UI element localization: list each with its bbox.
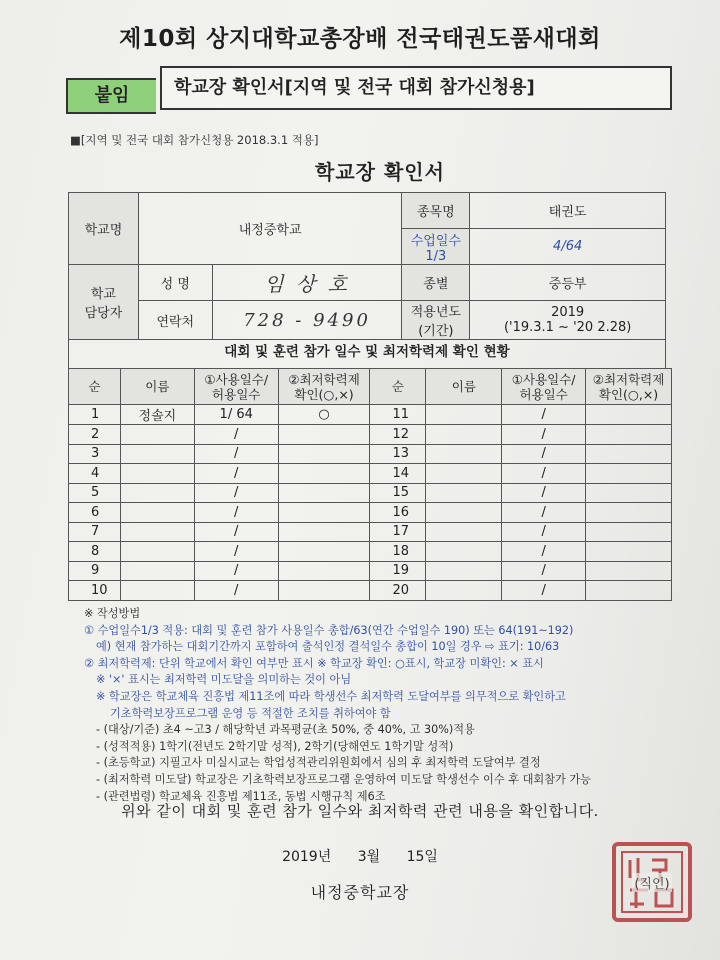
school-name-label: 학교명: [69, 193, 139, 265]
table-row: [69, 483, 672, 503]
row-days: /: [194, 425, 278, 445]
row-days: /: [194, 444, 278, 464]
event-value: 태권도: [470, 193, 666, 229]
note-6: - (성적적용) 1학기(전년도 2학기말 성적), 2학기(당해연도 1학기말 성적): [96, 739, 454, 753]
notes-heading: ※ 작성방법: [84, 607, 141, 620]
row-days: /: [502, 581, 586, 601]
row-check: [278, 581, 370, 601]
row-days: /: [194, 464, 278, 484]
row-no: 14: [370, 464, 426, 484]
writing-instructions: [84, 606, 684, 805]
row-check: [278, 464, 370, 484]
row-no: 4: [69, 464, 121, 484]
col-min-2-line2: 확인(○,×): [598, 386, 659, 402]
note-1: ① 수업일수1/3 적용: 대회 및 훈련 참가 사용일수 총합/63(연간 수업일수 190) 또는 64(191~192): [84, 623, 574, 637]
row-no: 9: [69, 561, 121, 581]
row-check: [278, 561, 370, 581]
row-days: /: [502, 483, 586, 503]
row-name: [120, 425, 194, 445]
row-no: 5: [69, 483, 121, 503]
note-8: - (최저학력 미도달) 학교장은 기초학력보장프로그램 운영하여 미도달 학생선수 이수 후 대회참가 가능: [96, 772, 591, 786]
col-days: [194, 369, 278, 405]
row-name: [120, 444, 194, 464]
row-no: 8: [69, 542, 121, 562]
row-days: /: [194, 503, 278, 523]
row-no: 11: [370, 405, 426, 425]
col-no-2: 순: [370, 369, 426, 405]
col-min-line1: ②최저학력제: [288, 371, 360, 387]
col-min-2-line1: ②최저학력제: [592, 371, 665, 387]
document-title: 학교장 확인서: [315, 160, 445, 184]
contact-person-label: [69, 265, 139, 340]
table-row: [69, 522, 672, 542]
date-day: 15일: [406, 849, 438, 865]
row-name: [426, 503, 502, 523]
event-label: 종목명: [402, 193, 470, 229]
status-heading: 대회 및 훈련 참가 일수 및 최저학력제 확인 현황: [68, 338, 666, 368]
row-days: /: [502, 425, 586, 445]
year-value-line2: ('19.3.1 ~ '20 2.28): [503, 320, 632, 335]
row-no: 19: [370, 561, 426, 581]
class-days-value: 4/64: [470, 229, 666, 265]
contact-label-line1: 학교: [90, 287, 116, 302]
col-days-line2: 허용일수: [212, 386, 261, 402]
row-check: [586, 581, 672, 601]
row-no: 6: [69, 503, 121, 523]
row-check: [586, 425, 672, 445]
row-check: [278, 444, 370, 464]
row-check: [586, 561, 672, 581]
row-no: 20: [370, 581, 426, 601]
row-name: [120, 561, 194, 581]
row-days: /: [502, 444, 586, 464]
row-no: 10: [69, 581, 121, 601]
row-days: /: [502, 405, 586, 425]
row-no: 18: [370, 542, 426, 562]
row-days: /: [194, 483, 278, 503]
row-check: [586, 464, 672, 484]
note-2: ② 최저학력제: 단위 학교에서 확인 여부만 표시 ※ 학교장 확인: ○표시, 학교장 미확인: × 표시: [84, 656, 544, 670]
note-3: ※ '×' 표시는 최저학력 미도달을 의미하는 것이 아님: [96, 673, 352, 687]
row-days: /: [502, 503, 586, 523]
row-days: /: [502, 542, 586, 562]
row-name: [120, 503, 194, 523]
col-name-2: 이름: [426, 369, 502, 405]
row-name: [120, 542, 194, 562]
row-days: /: [194, 561, 278, 581]
row-check: [586, 483, 672, 503]
row-check: [278, 425, 370, 445]
year-label-line1: 적용년도: [410, 305, 461, 320]
row-check: [278, 503, 370, 523]
col-days-line1: ①사용일수/: [204, 371, 269, 387]
col-min-academic: [278, 369, 370, 405]
official-seal-stamp: [612, 842, 692, 922]
class-days-label: [402, 229, 470, 265]
row-no: 12: [370, 425, 426, 445]
school-info-table: [68, 192, 666, 340]
row-check: [586, 542, 672, 562]
applicability-note: ■[지역 및 전국 대회 참가신청용 2018.3.1 적용]: [70, 133, 319, 147]
class-days-label-line2: 1/3: [425, 248, 447, 264]
row-name: [426, 425, 502, 445]
year-value-line1: 2019: [551, 305, 585, 320]
row-no: 2: [69, 425, 121, 445]
note-1b: 예) 현재 참가하는 대회기간까지 포함하여 출석인정 결석일수 총합이 10일 경우 ⇨ 표기: 10/63: [96, 640, 560, 654]
col-name: 이름: [120, 369, 194, 405]
date-year: 2019년: [282, 849, 332, 865]
row-name: 정솔지: [120, 405, 194, 425]
contact-label-line2: 담당자: [84, 306, 123, 321]
row-days: /: [502, 561, 586, 581]
row-name: [426, 483, 502, 503]
row-days: /: [194, 522, 278, 542]
row-name: [426, 522, 502, 542]
year-label: [402, 301, 470, 340]
row-days: 1/ 64: [194, 405, 278, 425]
division-value: 중등부: [470, 265, 666, 301]
table-row: [69, 444, 672, 464]
row-no: 3: [69, 444, 121, 464]
confirmation-statement: 위와 같이 대회 및 훈련 참가 일수와 최저학력 관련 내용을 확인합니다.: [121, 802, 599, 820]
note-7: - (초등학교) 지필고사 미실시교는 학업성적관리위원회에서 심의 후 최저학력 도달여부 결정: [96, 756, 541, 770]
row-name: [120, 581, 194, 601]
col-days-2-line2: 허용일수: [519, 386, 568, 402]
row-name: [426, 464, 502, 484]
col-days-2: [502, 369, 586, 405]
table-row: [69, 503, 672, 523]
row-days: /: [502, 464, 586, 484]
date-month: 3월: [357, 849, 381, 865]
attachment-title: 학교장 확인서[지역 및 전국 대회 참가신청용]: [160, 66, 672, 110]
year-value: [470, 301, 666, 340]
row-check: [586, 522, 672, 542]
row-no: 7: [69, 522, 121, 542]
name-label: 성 명: [138, 265, 212, 301]
participation-table: [68, 368, 672, 601]
row-name: [426, 444, 502, 464]
table-row: [69, 405, 672, 425]
note-5: - (대상/기준) 초4 ~고3 / 해당학년 과목평균(초 50%, 중 40%, 고 30%)적용: [96, 723, 475, 737]
seal-label: (직인): [632, 873, 671, 892]
row-no: 15: [370, 483, 426, 503]
row-name: [426, 542, 502, 562]
school-name-value: 내정중학교: [138, 193, 402, 265]
col-no: 순: [69, 369, 121, 405]
row-name: [426, 405, 502, 425]
note-4: ※ 학교장은 학교체육 진흥법 제11조에 따라 학생선수 최저학력 도달여부를 의무적으로 확인하고: [96, 689, 566, 703]
row-check: [278, 483, 370, 503]
row-no: 13: [370, 444, 426, 464]
row-name: [426, 561, 502, 581]
year-label-line2: (기간): [418, 324, 454, 339]
note-4b: 기초학력보장프로그램 운영 등 적절한 조치를 취하여야 함: [110, 706, 391, 720]
row-name: [120, 483, 194, 503]
row-check: [586, 444, 672, 464]
col-days-2-line1: ①사용일수/: [511, 371, 576, 387]
name-value: 임 상 호: [212, 265, 402, 301]
row-check: ○: [278, 405, 370, 425]
row-days: /: [502, 522, 586, 542]
competition-title: 제10회 상지대학교총장배 전국태권도품새대회: [119, 26, 601, 52]
table-row: [69, 542, 672, 562]
row-name: [120, 464, 194, 484]
class-days-label-line1: 수업일수: [410, 233, 461, 249]
table-row: [69, 425, 672, 445]
row-no: 1: [69, 405, 121, 425]
row-check: [278, 522, 370, 542]
row-no: 16: [370, 503, 426, 523]
division-label: 종별: [402, 265, 470, 301]
table-row: [69, 581, 672, 601]
row-no: 17: [370, 522, 426, 542]
col-min-academic-2: [586, 369, 672, 405]
attachment-badge: 붙임: [66, 78, 156, 114]
principal-signature-line: 내정중학교장: [310, 883, 410, 902]
phone-label: 연락처: [138, 301, 212, 340]
row-check: [278, 542, 370, 562]
note-9: - (관련법령) 학교체육 진흥법 제11조, 동법 시행규칙 제6조: [96, 789, 386, 803]
table-row: [69, 464, 672, 484]
row-days: /: [194, 542, 278, 562]
table-row: [69, 561, 672, 581]
row-check: [586, 503, 672, 523]
row-check: [586, 405, 672, 425]
row-days: /: [194, 581, 278, 601]
row-name: [120, 522, 194, 542]
phone-value: 728 - 9490: [212, 301, 402, 340]
col-min-line2: 확인(○,×): [294, 386, 354, 402]
row-name: [426, 581, 502, 601]
